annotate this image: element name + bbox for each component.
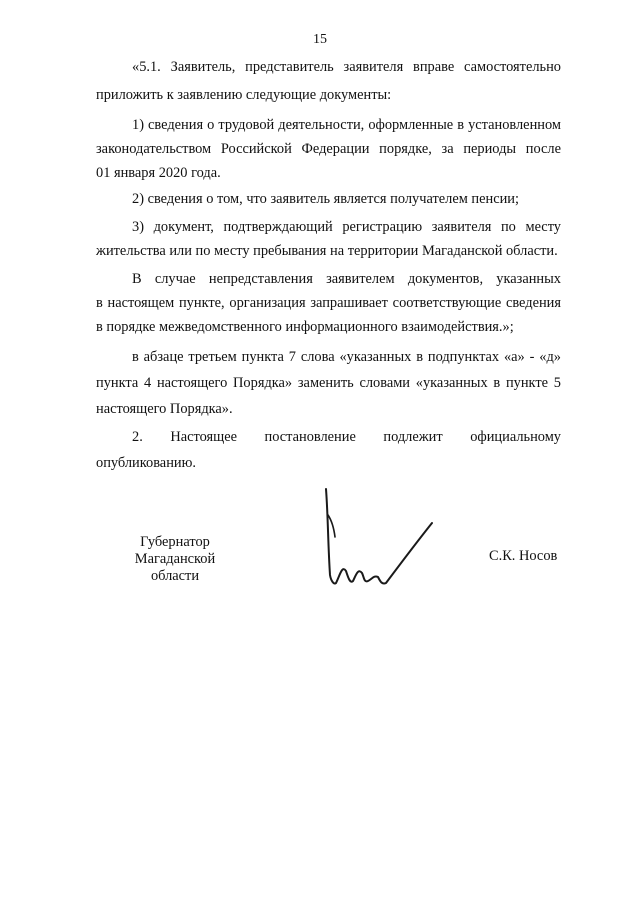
page-number: 15	[313, 32, 327, 47]
text-line: пункта 4 настоящего Порядка» заменить словами «указанных в пункте 5	[96, 375, 561, 391]
text-line: В случае непредставления заявителем документов, указанных	[132, 271, 561, 287]
text-line: 2. Настоящее постановление подлежит официальному	[132, 429, 561, 445]
text-line: «5.1. Заявитель, представитель заявителя вправе самостоятельно	[132, 59, 561, 75]
text-line: в порядке межведомственного информационного взаимодействия.»;	[96, 319, 514, 335]
signatory-name: С.К. Носов	[489, 548, 558, 564]
signatory-position	[110, 534, 240, 585]
text-line: опубликованию.	[96, 455, 196, 471]
text-line: 1) сведения о трудовой деятельности, оформленные в установленном	[132, 117, 561, 133]
text-line: приложить к заявлению следующие документы:	[96, 87, 392, 103]
text-line: законодательством Российской Федерации порядке, за периоды после	[96, 141, 561, 157]
text-line: настоящего Порядка».	[96, 401, 233, 417]
text-line: в абзаце третьем пункта 7 слова «указанных в подпунктах «а» - «д»	[132, 349, 561, 365]
text-line: жительства или по месту пребывания на территории Магаданской области.	[96, 243, 558, 259]
signatory-position-line2: Магаданской области	[134, 551, 216, 584]
text-line: 2) сведения о том, что заявитель является получателем пенсии;	[132, 191, 520, 207]
text-line: в настоящем пункте, организация запрашивает соответствующие сведения	[96, 295, 561, 311]
signatory-position-line1: Губернатор	[140, 534, 210, 550]
text-line: 01 января 2020 года.	[96, 165, 221, 181]
handwritten-signature	[320, 485, 440, 610]
text-line: 3) документ, подтверждающий регистрацию заявителя по месту	[132, 219, 561, 235]
